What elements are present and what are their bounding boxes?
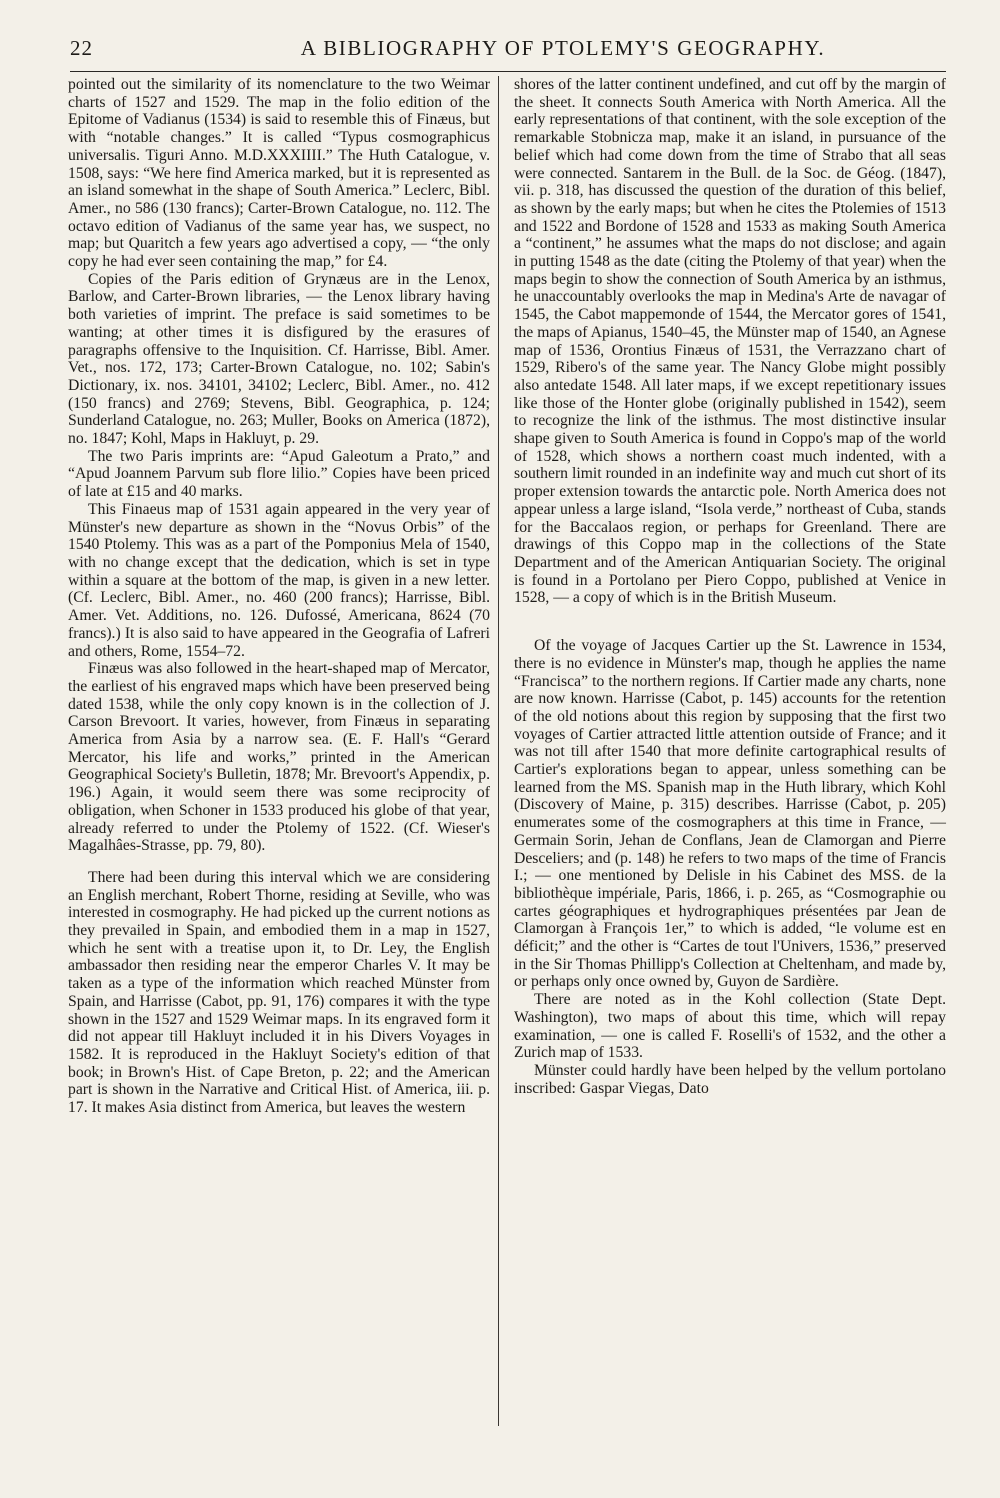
left-column bbox=[68, 76, 490, 1117]
paragraph: This Finaeus map of 1531 again appeared in the very year of Münster's new departure as shown in the “Novus Orbis” of the 1540 Ptolemy. This was as a part of the Pomponius Mela of 1540, with no change except that the dedication, which is set in type within a square at the bottom of the map, is given in a new letter. (Cf. Leclerc, Bibl. Amer., no. 460 (200 francs); Harrisse, Bibl. Amer. Vet. Additions, no. 126. Dufossé, Americana, 8624 (70 francs).) It is also said to have appeared in the Geografia of Lafreri and others, Rome, 1554–72. bbox=[68, 500, 490, 660]
paragraph: shores of the latter continent undefined, and cut off by the margin of the sheet. It connects South America with North America. All the early representations of that continent, with the sole exception of the remarkable Stobnicza map, make it an island, in pursuance of the belief which had come down from the time of Strabo that all seas were connected. Santarem in the Bull. de la Soc. de Géog. (1847), vii. p. 318, has discussed the question of the duration of this belief, as shown by the early maps; but when he cites the Ptolemies of 1513 and 1522 and Bordone of 1528 and 1533 as making South America a “continent,” he assumes what the maps do not disclose; and again in putting 1548 as the date (citing the Ptolemy of that year) when the maps begin to show the connection of South America by an isthmus, he unaccountably overlooks the map in Medina's Arte de navagar of 1545, the Cabot mappemonde of 1544, the Mercator gores of 1541, the maps of Apianus, 1540–45, the Münster map of 1540, an Agnese map of 1536, Orontius Finæus of 1531, the Verrazzano chart of 1529, Ribero's of the same year. The Nancy Globe might possibly also antedate 1548. All later maps, if we except repetitionary issues like those of the Honter globe (originally published in 1542), seem to recognize the link of the isthmus. The most distinctive insular shape given to South America is found in Coppo's map of the world of 1528, which shows a northern coast much indented, with a southern limit rounded in an indefinite way and much cut short of its proper extension towards the antarctic pole. North America does not appear unless a large island, “Isola verde,” northeast of Cuba, stands for the Baccalaos region, or perhaps for Greenland. There are drawings of this Coppo map in the collections of the State Department and of the American Antiquarian Society. The original is found in a Portolano per Piero Coppo, published at Venice in 1528, — a copy of which is in the British Museum. bbox=[514, 76, 946, 607]
paragraph: There had been during this interval which we are considering an English merchant, Robert Thorne, residing at Seville, who was interested in cosmography. He had picked up the current notions as they prevailed in Spain, and embodied them in a map in 1527, which he sent with a treatise upon it, to Dr. Ley, the English ambassador then residing near the emperor Charles V. It may be taken as a type of the information which reached Münster from Spain, and Harrisse (Cabot, pp. 91, 176) compares it with the type shown in the 1527 and 1529 Weimar maps. In its engraved form it did not appear till Hakluyt included it in his Divers Voyages in 1582. It is reproduced in the Hakluyt Society's edition of that book; in Brown's Hist. of Cape Breton, p. 22; and the American part is shown in the Narrative and Critical Hist. of America, iii. p. 17. It makes Asia distinct from America, but leaves the western bbox=[68, 868, 490, 1117]
paragraph: pointed out the similarity of its nomenclature to the two Weimar charts of 1527 and 1529. The map in the folio edition of the Epitome of Vadianus (1534) is said to resemble this of Finæus, but with “notable changes.” It is called “Typus cosmographicus universalis. Tiguri Anno. M.D.XXXIIII.” The Huth Catalogue, v. 1508, says: “We here find America marked, but it is represented as an island somewhat in the shape of South America.” Leclerc, Bibl. Amer., no 586 (130 francs); Carter-Brown Catalogue, no. 112. The octavo edition of Vadianus of the same year has, we suspect, no map; but Quaritch a few years ago advertised a copy, — “the only copy he had ever seen containing the map,” for £4. bbox=[68, 76, 490, 271]
column-divider bbox=[498, 76, 499, 1426]
page-header bbox=[70, 36, 946, 70]
header-rule bbox=[70, 71, 946, 72]
paragraph: There are noted as in the Kohl collection (State Dept. Washington), two maps of about this time, which will repay examination, — one is called F. Roselli's of 1532, and the other a Zurich map of 1533. bbox=[514, 991, 946, 1062]
running-title: A BIBLIOGRAPHY OF PTOLEMY'S GEOGRAPHY. bbox=[300, 36, 826, 60]
paragraph: Of the voyage of Jacques Cartier up the St. Lawrence in 1534, there is no evidence in Münster's map, though he applies the name “Francisca” to the northern regions. If Cartier made any charts, none are now known. Harrisse (Cabot, p. 145) accounts for the retention of the old notions about this region by supposing that the first two voyages of Cartier attracted little attention outside of France; and it was not till after 1540 that more definite cartographical results of Cartier's explorations began to appear, unless something can be learned from the MS. Spanish map in the Huth library, which Kohl (Discovery of Maine, p. 315) describes. Harrisse (Cabot, p. 205) enumerates some of the cosmographers at this time in France, — Germain Sorin, Jehan de Conflans, Jean de Clamorgan and Pierre Desceliers; and (p. 148) he refers to two maps of the time of Francis I.; — one mentioned by Delisle in his Cabinet des MSS. de la bibliothèque impériale, Paris, 1866, i. p. 265, as “Cosmographie ou cartes géographiques et hydrographiques présentées par Jean de Clamorgan à François 1er,” to which is added, “le volume est en déficit;” and the other is “Cartes de tout l'Univers, 1536,” preserved in the Sir Thomas Phillipp's Collection at Cheltenham, and made by, or perhaps only once owned by, Guyon de Sardière. bbox=[514, 637, 946, 991]
page-number: 22 bbox=[70, 36, 93, 60]
right-column bbox=[514, 76, 946, 1097]
paragraph: The two Paris imprints are: “Apud Galeotum a Prato,” and “Apud Joannem Parvum sub flore lilio.” Copies have been priced of late at £15 and 40 marks. bbox=[68, 447, 490, 501]
paragraph: Finæus was also followed in the heart-shaped map of Mercator, the earliest of his engraved maps which have been preserved being dated 1538, while the only copy known is in the collection of J. Carson Brevoort. It varies, however, from Finæus in separating America from Asia by a narrow sea. (E. F. Hall's “Gerard Mercator, his life and works,” printed in the American Geographical Society's Bulletin, 1878; Mr. Brevoort's Appendix, p. 196.) Again, it would seem there was some reciprocity of obligation, when Schoner in 1533 produced his globe of that year, already referred to under the Ptolemy of 1522. (Cf. Wieser's Magalhâes-Strasse, pp. 79, 80). bbox=[68, 660, 490, 855]
paragraph: Münster could hardly have been helped by the vellum portolano inscribed: Gaspar Viegas, Dato bbox=[514, 1061, 946, 1097]
paragraph: Copies of the Paris edition of Grynæus are in the Lenox, Barlow, and Carter-Brown libraries, — the Lenox library having both varieties of imprint. The preface is said sometimes to be wanting; at other times it is disfigured by the erasures of paragraphs offensive to the Inquisition. Cf. Harrisse, Bibl. Amer. Vet., nos. 172, 173; Carter-Brown Catalogue, no. 102; Sabin's Dictionary, ix. nos. 34101, 34102; Leclerc, Bibl. Amer., no. 412 (150 francs) and 2769; Stevens, Bibl. Geographica, p. 124; Sunderland Catalogue, no. 263; Muller, Books on America (1872), no. 1847; Kohl, Maps in Hakluyt, p. 29. bbox=[68, 270, 490, 448]
